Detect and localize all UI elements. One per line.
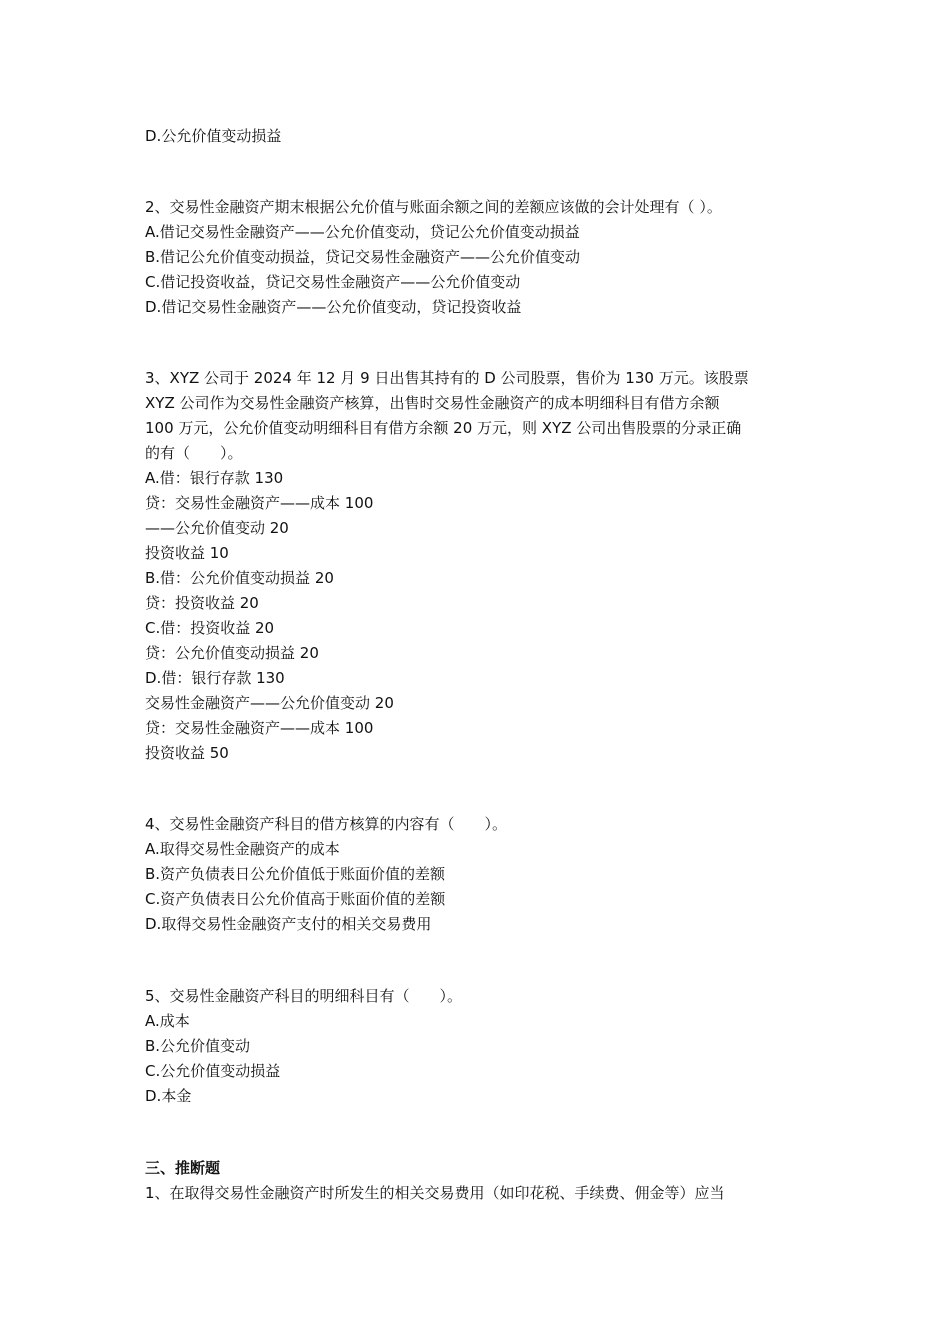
q3-option-line: 贷：交易性金融资产——成本 100	[145, 719, 374, 737]
q5-stem: 5、交易性金融资产科目的明细科目有（ ）。	[145, 987, 463, 1005]
spacer	[145, 1109, 805, 1156]
q2-option-d: D.借记交易性金融资产——公允价值变动，贷记投资收益	[145, 298, 522, 316]
section3-q1-stem: 1、在取得交易性金融资产时所发生的相关交易费用（如印花税、手续费、佣金等）应当	[145, 1184, 725, 1202]
q5-option-a: A.成本	[145, 1012, 190, 1030]
q3-option-line: 贷：公允价值变动损益 20	[145, 644, 319, 662]
q3-option-line: D.借：银行存款 130	[145, 669, 285, 687]
q3-option-line: 贷：投资收益 20	[145, 594, 259, 612]
document-content	[145, 124, 805, 1206]
q1-option-d: D.公允价值变动损益	[145, 127, 282, 145]
q3-option-line: 投资收益 50	[145, 744, 229, 762]
q4-stem: 4、交易性金融资产科目的借方核算的内容有（ ）。	[145, 815, 508, 833]
q3-option-line: 交易性金融资产——公允价值变动 20	[145, 694, 394, 712]
q4-option-c: C.资产负债表日公允价值高于账面价值的差额	[145, 890, 446, 908]
q3-option-line: 投资收益 10	[145, 544, 229, 562]
q3-stem-line-2: XYZ 公司作为交易性金融资产核算，出售时交易性金融资产的成本明细科目有借方余额	[145, 394, 720, 412]
spacer	[145, 320, 805, 366]
q3-option-line: C.借：投资收益 20	[145, 619, 275, 637]
spacer	[145, 149, 805, 195]
q3-stem-line-3: 100 万元，公允价值变动明细科目有借方余额 20 万元，则 XYZ 公司出售股票的分录正确	[145, 419, 742, 437]
q5-option-d: D.本金	[145, 1087, 192, 1105]
spacer	[145, 937, 805, 984]
section-heading: 三、推断题	[145, 1159, 221, 1177]
q2-option-a: A.借记交易性金融资产——公允价值变动，贷记公允价值变动损益	[145, 223, 580, 241]
q2-option-c: C.借记投资收益，贷记交易性金融资产——公允价值变动	[145, 273, 521, 291]
q5-option-b: B.公允价值变动	[145, 1037, 251, 1055]
q3-stem-line-4: 的有（ ）。	[145, 444, 243, 462]
q3-option-line: 贷：交易性金融资产——成本 100	[145, 494, 374, 512]
q3-option-line: B.借：公允价值变动损益 20	[145, 569, 334, 587]
q5-option-c: C.公允价值变动损益	[145, 1062, 281, 1080]
q2-option-b: B.借记公允价值变动损益，贷记交易性金融资产——公允价值变动	[145, 248, 581, 266]
spacer	[145, 766, 805, 812]
q4-option-b: B.资产负债表日公允价值低于账面价值的差额	[145, 865, 446, 883]
q4-option-a: A.取得交易性金融资产的成本	[145, 840, 340, 858]
q3-option-line: ——公允价值变动 20	[145, 519, 289, 537]
q2-stem: 2、交易性金融资产期末根据公允价值与账面余额之间的差额应该做的会计处理有（ ）。	[145, 198, 722, 216]
q3-option-line: A.借：银行存款 130	[145, 469, 284, 487]
q4-option-d: D.取得交易性金融资产支付的相关交易费用	[145, 915, 432, 933]
q3-stem-line-1: 3、XYZ 公司于 2024 年 12 月 9 日出售其持有的 D 公司股票，售价为 130 万元。该股票	[145, 369, 749, 387]
